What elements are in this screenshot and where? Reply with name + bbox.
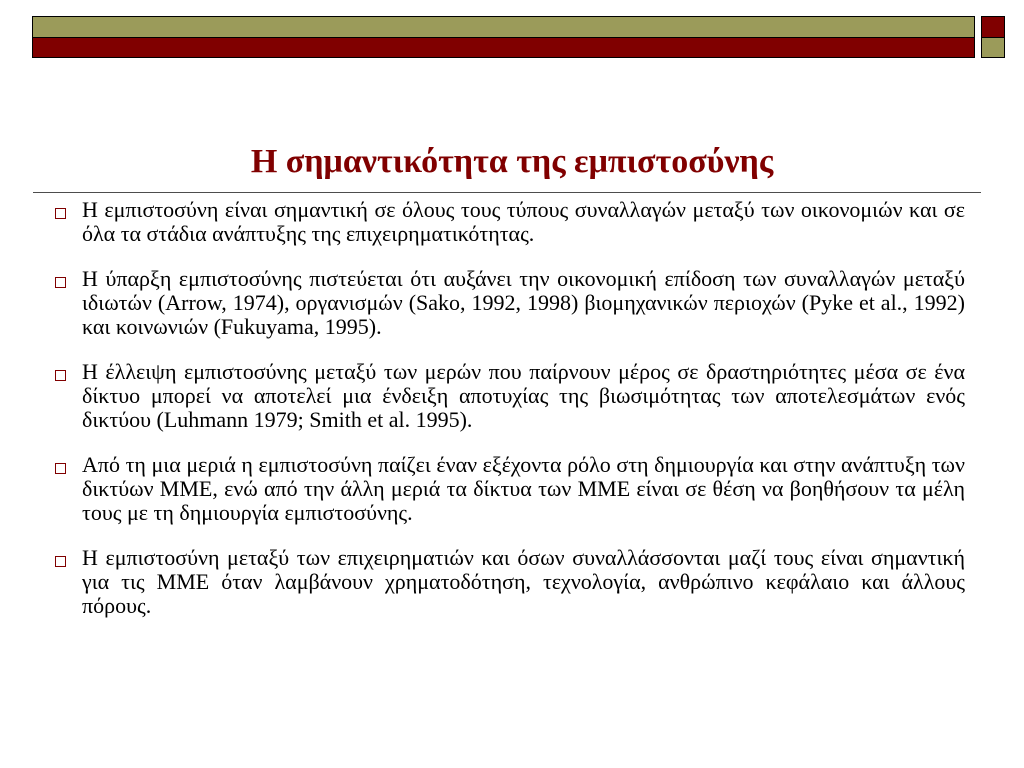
bullet-text: Από τη μια μεριά η εμπιστοσύνη παίζει έναν εξέχοντα ρόλο στη δημιουργία και στην ανάπτυξη των δικτύων ΜΜΕ, ενώ από την άλλη μεριά τα δίκτυα των ΜΜΕ είναι σε θέση να βοηθήσουν τα μέλη τους με τη δημιουργία εμπιστοσύνης. xyxy=(82,452,965,525)
square-bullet-icon xyxy=(55,556,66,567)
band-corner-square-top xyxy=(981,16,1005,38)
square-bullet-icon xyxy=(55,463,66,474)
band-corner-square-bottom xyxy=(981,37,1005,58)
bullet-item xyxy=(50,546,965,618)
bullet-text: Η ύπαρξη εμπιστοσύνης πιστεύεται ότι αυξάνει την οικονομική επίδοση των συναλλαγών μεταξύ ιδιωτών (Arrow, 1974), οργανισμών (Sako, 1992, 1998) βιομηχανικών περιοχών (Pyke et al., 1992) και κοινωνιών (Fukuyama, 1995). xyxy=(82,266,965,339)
square-bullet-icon xyxy=(55,208,66,219)
title-divider xyxy=(33,192,981,193)
square-bullet-icon xyxy=(55,370,66,381)
bullet-text: Η έλλειψη εμπιστοσύνης μεταξύ των μερών που παίρνουν μέρος σε δραστηριότητες μέσα σε ένα δίκτυο μπορεί να αποτελεί μια ένδειξη αποτυχίας της βιωσιμότητας των αποτελεσμάτων ενός δικτύου (Luhmann 1979; Smith et al. 1995). xyxy=(82,359,965,432)
bullet-text: Η εμπιστοσύνη μεταξύ των επιχειρηματιών και όσων συναλλάσσονται μαζί τους είναι σημαντική για τις ΜΜΕ όταν λαμβάνουν χρηματοδότηση, τεχνολογία, ανθρώπινο κεφάλαιο και άλλους πόρους. xyxy=(82,545,965,618)
bullet-item xyxy=(50,453,965,525)
top-decorative-band xyxy=(32,16,1006,58)
bullet-item xyxy=(50,267,965,339)
bullet-item xyxy=(50,360,965,432)
bullet-text: Η εμπιστοσύνη είναι σημαντική σε όλους τους τύπους συναλλαγών μεταξύ των οικονομιών και σε όλα τα στάδια ανάπτυξης της επιχειρηματικότητας. xyxy=(82,197,965,246)
band-maroon-bar xyxy=(32,37,975,58)
bullet-item xyxy=(50,198,965,246)
band-olive-bar xyxy=(32,16,975,38)
slide-title: Η σημαντικότητα της εμπιστοσύνης xyxy=(250,143,774,180)
bullet-list xyxy=(50,198,965,639)
square-bullet-icon xyxy=(55,277,66,288)
